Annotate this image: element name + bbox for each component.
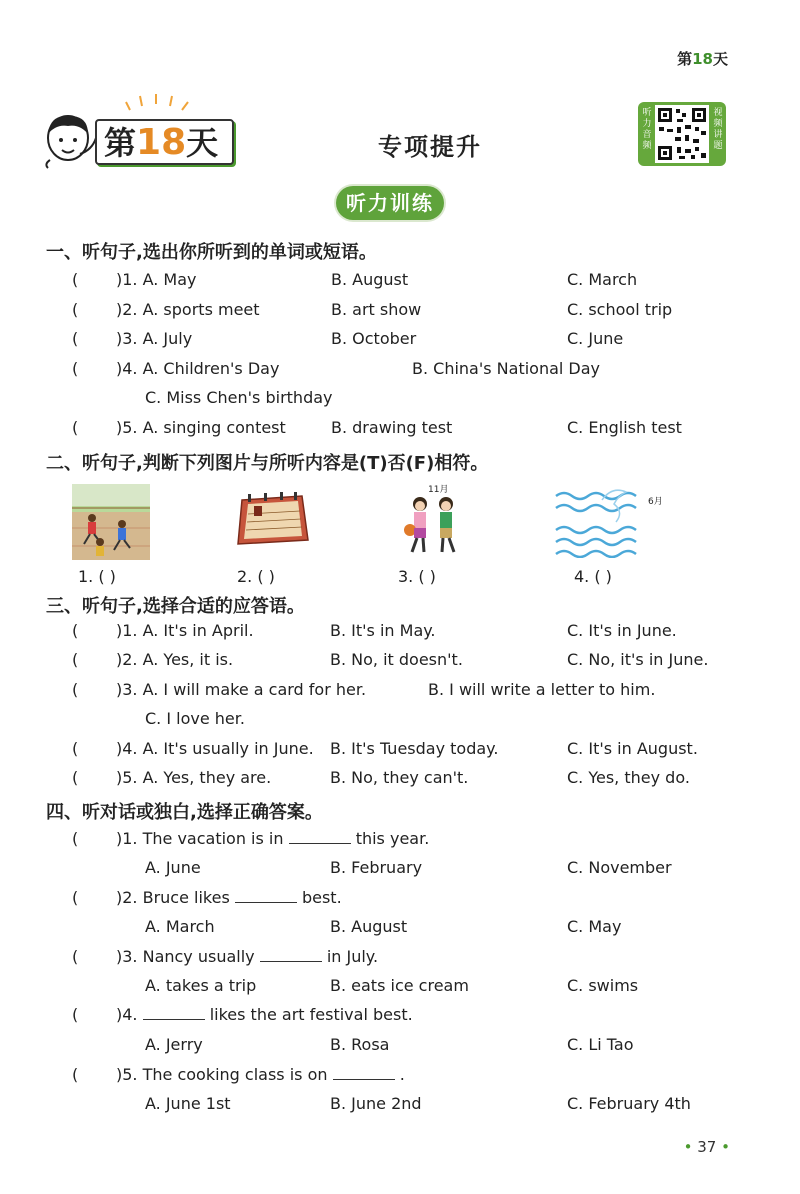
question-option-b: B. No, they can't.	[330, 768, 469, 787]
question-stem-end: in July.	[326, 947, 379, 966]
question-option-b: B. February	[330, 858, 423, 877]
bullet-icon: •	[683, 1138, 693, 1156]
question-stem-start: )2. Bruce likes	[116, 888, 230, 907]
question-option-c: C. I love her.	[145, 709, 245, 728]
part4-heading: 四、听对话或独白,选择正确答案。	[46, 802, 323, 823]
paren: (	[72, 359, 79, 378]
question-option-c: C. school trip	[567, 300, 673, 319]
question-option-a: A. June 1st	[145, 1094, 231, 1113]
question-option-a: )3. A. I will make a card for her.	[116, 680, 367, 699]
question-option-b: B. eats ice cream	[330, 976, 469, 995]
paren: (	[72, 300, 79, 319]
question-option-a: A. Jerry	[145, 1035, 203, 1054]
qr-right-label: 视频讲题	[713, 108, 723, 151]
question-option-c: C. swims	[567, 976, 639, 995]
bullet-icon: •	[721, 1138, 730, 1156]
question-option-c: C. It's in August.	[567, 739, 698, 758]
day-number: 18	[692, 50, 713, 68]
day-banner-text	[104, 118, 218, 164]
question-option-a: )5. A. Yes, they are.	[116, 768, 272, 787]
question-stem-start: )1. The vacation is in	[116, 829, 284, 848]
question-stem-end: likes the art festival best.	[209, 1005, 413, 1024]
question-option-b: B. It's Tuesday today.	[330, 739, 499, 758]
question-option-a: )2. A. Yes, it is.	[116, 650, 234, 669]
answer-blank[interactable]	[333, 1065, 395, 1080]
question-stem-start: )4.	[116, 1005, 138, 1024]
question-option-c: C. March	[567, 270, 638, 289]
sun-rays-icon	[122, 92, 202, 112]
banner-number: 18	[136, 122, 187, 163]
banner-suffix: 天	[186, 124, 219, 162]
paren: (	[72, 739, 79, 758]
paren: (	[72, 650, 79, 669]
question-option-c: C. November	[567, 858, 672, 877]
paren: (	[72, 680, 79, 699]
question-option-b: B. June 2nd	[330, 1094, 422, 1113]
question-option-b: B. No, it doesn't.	[330, 650, 463, 669]
question-option-a: )3. A. July	[116, 329, 193, 348]
question-option-b: B. August	[330, 917, 408, 936]
question-option-a: A. takes a trip	[145, 976, 257, 995]
answer-blank[interactable]	[289, 829, 351, 844]
question-option-a: )4. A. It's usually in June.	[116, 739, 314, 758]
question-option-c: C. Miss Chen's birthday	[145, 388, 333, 407]
question-option-b: B. It's in May.	[330, 621, 436, 640]
question-option-c: C. No, it's in June.	[567, 650, 709, 669]
picture-answer-1[interactable]: 1. ( )	[78, 567, 116, 586]
question-stem-start: )3. Nancy usually	[116, 947, 255, 966]
question-stem-end: .	[399, 1065, 405, 1084]
question-stem	[116, 829, 429, 848]
listening-training-pill: 听力训练	[336, 186, 444, 220]
question-option-a: )2. A. sports meet	[116, 300, 260, 319]
qr-code-icon[interactable]	[655, 105, 709, 163]
question-option-a: )5. A. singing contest	[116, 418, 286, 437]
boy-mascot-icon	[40, 108, 100, 170]
picture-answer-3[interactable]: 3. ( )	[398, 567, 436, 586]
question-option-a: )1. A. May	[116, 270, 197, 289]
part2-heading: 二、听句子,判断下列图片与所听内容是(T)否(F)相符。	[46, 453, 489, 474]
paren: (	[72, 270, 79, 289]
paren: (	[72, 768, 79, 787]
question-option-b: B. October	[331, 329, 417, 348]
part3-heading: 三、听句子,选择合适的应答语。	[46, 596, 305, 617]
question-stem	[116, 888, 342, 907]
paren: (	[72, 947, 79, 966]
question-option-a: )1. A. It's in April.	[116, 621, 254, 640]
answer-blank[interactable]	[235, 888, 297, 903]
paren: (	[72, 1005, 79, 1024]
paren: (	[72, 621, 79, 640]
answer-blank[interactable]	[143, 1005, 205, 1020]
question-option-c: C. It's in June.	[567, 621, 677, 640]
question-stem-end: best.	[301, 888, 342, 907]
question-option-a: A. March	[145, 917, 215, 936]
day-prefix: 第	[677, 50, 693, 68]
question-option-b: B. Rosa	[330, 1035, 390, 1054]
question-option-b: B. drawing test	[331, 418, 453, 437]
question-option-b: B. I will write a letter to him.	[428, 680, 656, 699]
question-option-c: C. Yes, they do.	[567, 768, 690, 787]
paren: (	[72, 418, 79, 437]
question-option-c: C. February 4th	[567, 1094, 691, 1113]
answer-blank[interactable]	[260, 947, 322, 962]
question-stem	[116, 1065, 405, 1084]
calendar-picture	[234, 492, 310, 548]
page-day-header	[677, 48, 728, 69]
kids-basketball-picture	[398, 494, 468, 556]
section-title: 专项提升	[378, 133, 482, 161]
page-number	[684, 1138, 730, 1156]
qr-left-label: 听力音频	[642, 108, 652, 151]
question-option-c: C. English test	[567, 418, 682, 437]
question-option-c: C. June	[567, 329, 624, 348]
day-suffix: 天	[712, 50, 728, 68]
question-option-b: B. China's National Day	[412, 359, 601, 378]
part1-heading: 一、听句子,选出你所听到的单词或短语。	[46, 242, 377, 263]
picture-month-label: 11月	[428, 485, 449, 495]
paren: (	[72, 1065, 79, 1084]
question-stem-start: )5. The cooking class is on	[116, 1065, 328, 1084]
question-option-a: A. June	[145, 858, 201, 877]
sports-race-picture	[72, 484, 150, 560]
picture-answer-4[interactable]: 4. ( )	[574, 567, 612, 586]
question-stem	[116, 1005, 413, 1024]
paren: (	[72, 829, 79, 848]
question-option-c: C. May	[567, 917, 622, 936]
question-option-b: B. August	[331, 270, 409, 289]
page-number-value: 37	[697, 1138, 717, 1156]
question-stem-end: this year.	[355, 829, 430, 848]
question-option-a: )4. A. Children's Day	[116, 359, 280, 378]
question-option-b: B. art show	[331, 300, 422, 319]
swimming-waves-picture	[554, 486, 646, 558]
question-stem	[116, 947, 378, 966]
banner-prefix: 第	[104, 124, 137, 162]
picture-answer-2[interactable]: 2. ( )	[237, 567, 275, 586]
picture-month-label: 6月	[648, 497, 663, 507]
paren: (	[72, 329, 79, 348]
question-option-c: C. Li Tao	[567, 1035, 634, 1054]
paren: (	[72, 888, 79, 907]
